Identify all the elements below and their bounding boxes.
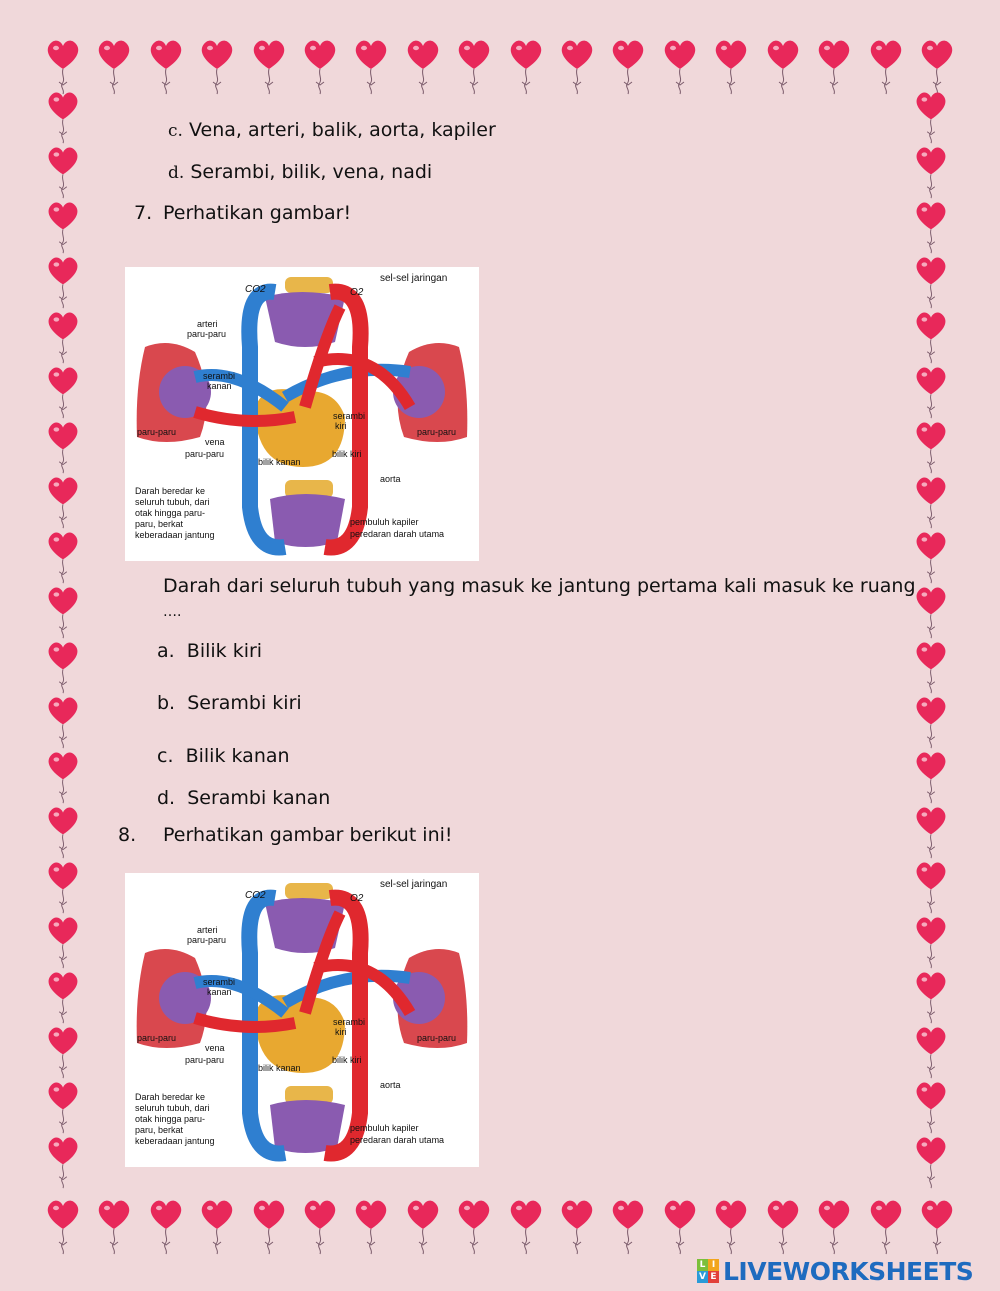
q7-option-b[interactable] xyxy=(157,692,302,714)
heart-balloon-icon xyxy=(95,1198,133,1256)
heart-balloon-icon xyxy=(44,970,82,1025)
caption-line-1: Darah beredar ke xyxy=(135,486,206,496)
heart-balloon-icon xyxy=(44,310,82,365)
label-pembuluh-2: peredaran darah utama xyxy=(350,1135,445,1145)
heart-balloon-icon xyxy=(558,1198,596,1256)
heart-balloon-icon xyxy=(912,475,950,530)
caption-line-3: otak hingga paru- xyxy=(135,1114,206,1124)
heart-balloon-icon xyxy=(301,38,339,96)
q8-prompt: Perhatikan gambar berikut ini! xyxy=(163,824,453,846)
heart-balloon-icon xyxy=(250,38,288,96)
heart-balloon-icon xyxy=(147,38,185,96)
heart-border-top xyxy=(44,38,956,98)
caption-line-2: seluruh tubuh, dari xyxy=(135,497,210,507)
heart-balloon-icon xyxy=(912,915,950,970)
heart-balloon-icon xyxy=(44,585,82,640)
label-bilik-kiri: bilik kiri xyxy=(332,1055,362,1065)
label-o2: O2 xyxy=(350,287,364,298)
option-text: Serambi kanan xyxy=(187,787,331,809)
option-text: Bilik kanan xyxy=(185,745,290,767)
option-text: Bilik kiri xyxy=(186,640,263,662)
heart-balloon-icon xyxy=(712,1198,750,1256)
label-paru-paru-right: paru-paru xyxy=(417,1033,457,1043)
label-paru-paru-left: paru-paru xyxy=(137,1033,177,1043)
label-pembuluh-1: pembuluh kapiler xyxy=(350,1123,419,1133)
label-paru-paru: paru-paru xyxy=(187,329,227,339)
circulation-diagram-q8 xyxy=(125,873,479,1167)
heart-balloon-icon xyxy=(912,1025,950,1080)
label-sel-sel-jaringan: sel-sel jaringan xyxy=(380,273,448,284)
heart-balloon-icon xyxy=(912,1135,950,1190)
heart-balloon-icon xyxy=(912,970,950,1025)
heart-balloon-icon xyxy=(147,1198,185,1256)
label-kiri: kiri xyxy=(335,1027,347,1037)
heart-balloon-icon xyxy=(764,1198,802,1256)
heart-balloon-icon xyxy=(44,200,82,255)
heart-balloon-icon xyxy=(44,805,82,860)
label-paru-paru-left: paru-paru xyxy=(137,427,177,437)
heart-balloon-icon xyxy=(609,38,647,96)
heart-balloon-icon xyxy=(912,255,950,310)
caption-line-5: keberadaan jantung xyxy=(135,530,215,540)
option-text: Serambi kiri xyxy=(187,692,302,714)
heart-balloon-icon xyxy=(455,38,493,96)
heart-balloon-icon xyxy=(912,145,950,200)
option-label: d. xyxy=(168,163,185,183)
label-paru-paru: paru-paru xyxy=(187,935,227,945)
heart-balloon-icon xyxy=(661,38,699,96)
heart-balloon-icon xyxy=(507,38,545,96)
q7-prompt: Perhatikan gambar! xyxy=(163,202,352,224)
label-o2: O2 xyxy=(350,893,364,904)
option-label: a. xyxy=(157,640,175,662)
label-serambi: serambi xyxy=(203,977,236,987)
heart-balloon-icon xyxy=(44,1025,82,1080)
heart-balloon-icon xyxy=(44,530,82,585)
heart-balloon-icon xyxy=(918,1198,956,1256)
heart-balloon-icon xyxy=(918,38,956,96)
label-paru-paru-vena: paru-paru xyxy=(185,1055,225,1065)
q7-option-d[interactable] xyxy=(157,787,330,809)
heart-balloon-icon xyxy=(609,1198,647,1256)
label-bilik-kiri: bilik kiri xyxy=(332,449,362,459)
heart-balloon-icon xyxy=(558,38,596,96)
heart-balloon-icon xyxy=(912,365,950,420)
q6-option-c[interactable] xyxy=(168,119,496,141)
option-label: d. xyxy=(157,787,176,809)
circulation-diagram-svg xyxy=(125,873,479,1167)
heart-balloon-icon xyxy=(44,1135,82,1190)
heart-balloon-icon xyxy=(912,310,950,365)
heart-border-right xyxy=(912,90,952,1190)
heart-balloon-icon xyxy=(95,38,133,96)
heart-balloon-icon xyxy=(815,1198,853,1256)
heart-balloon-icon xyxy=(912,90,950,145)
heart-balloon-icon xyxy=(44,145,82,200)
heart-balloon-icon xyxy=(912,585,950,640)
q6-option-d[interactable] xyxy=(168,161,432,183)
heart-balloon-icon xyxy=(912,1080,950,1135)
q7-question: Darah dari seluruh tubuh yang masuk ke jantung pertama kali masuk ke ruang xyxy=(163,575,916,597)
heart-border-bottom xyxy=(44,1198,956,1258)
label-serambi-kiri: serambi xyxy=(333,411,366,421)
heart-balloon-icon xyxy=(912,805,950,860)
logo-letter: I xyxy=(708,1259,719,1271)
heart-balloon-icon xyxy=(198,1198,236,1256)
q7-option-a[interactable] xyxy=(157,640,262,662)
option-label: c. xyxy=(157,745,174,767)
heart-balloon-icon xyxy=(250,1198,288,1256)
caption-line-1: Darah beredar ke xyxy=(135,1092,206,1102)
label-pembuluh-1: pembuluh kapiler xyxy=(350,517,419,527)
heart-balloon-icon xyxy=(44,1080,82,1135)
heart-balloon-icon xyxy=(44,90,82,145)
caption-line-4: paru, berkat xyxy=(135,519,184,529)
label-sel-sel-jaringan: sel-sel jaringan xyxy=(380,879,448,890)
option-label: b. xyxy=(157,692,176,714)
heart-balloon-icon xyxy=(815,38,853,96)
q7-number: 7. xyxy=(134,202,153,224)
heart-balloon-icon xyxy=(44,695,82,750)
heart-balloon-icon xyxy=(44,38,82,96)
circulation-diagram-svg xyxy=(125,267,479,561)
heart-balloon-icon xyxy=(301,1198,339,1256)
label-aorta: aorta xyxy=(380,1080,401,1090)
liveworksheets-logo[interactable] xyxy=(697,1256,973,1286)
heart-balloon-icon xyxy=(352,1198,390,1256)
label-aorta: aorta xyxy=(380,474,401,484)
heart-balloon-icon xyxy=(44,255,82,310)
label-co2: CO2 xyxy=(245,890,266,901)
heart-balloon-icon xyxy=(44,860,82,915)
circulation-diagram-q7 xyxy=(125,267,479,561)
heart-balloon-icon xyxy=(912,695,950,750)
option-label: c. xyxy=(168,121,183,141)
heart-balloon-icon xyxy=(44,915,82,970)
label-arteri: arteri xyxy=(197,319,218,329)
heart-balloon-icon xyxy=(912,860,950,915)
label-co2: CO2 xyxy=(245,284,266,295)
heart-balloon-icon xyxy=(404,38,442,96)
heart-balloon-icon xyxy=(198,38,236,96)
heart-balloon-icon xyxy=(661,1198,699,1256)
heart-balloon-icon xyxy=(507,1198,545,1256)
label-vena: vena xyxy=(205,1043,225,1053)
heart-balloon-icon xyxy=(912,530,950,585)
heart-balloon-icon xyxy=(764,38,802,96)
label-kanan: kanan xyxy=(207,381,232,391)
caption-line-3: otak hingga paru- xyxy=(135,508,206,518)
heart-balloon-icon xyxy=(867,1198,905,1256)
option-text: Serambi, bilik, vena, nadi xyxy=(190,161,433,183)
heart-balloon-icon xyxy=(912,750,950,805)
heart-balloon-icon xyxy=(455,1198,493,1256)
label-serambi-kiri: serambi xyxy=(333,1017,366,1027)
logo-icon xyxy=(697,1259,719,1283)
heart-balloon-icon xyxy=(867,38,905,96)
heart-balloon-icon xyxy=(44,750,82,805)
label-serambi: serambi xyxy=(203,371,236,381)
caption-line-5: keberadaan jantung xyxy=(135,1136,215,1146)
label-vena: vena xyxy=(205,437,225,447)
heart-balloon-icon xyxy=(912,200,950,255)
caption-line-2: seluruh tubuh, dari xyxy=(135,1103,210,1113)
heart-balloon-icon xyxy=(44,1198,82,1256)
logo-text: LIVEWORKSHEETS xyxy=(723,1256,974,1286)
heart-balloon-icon xyxy=(352,38,390,96)
heart-balloon-icon xyxy=(912,420,950,475)
q7-option-c[interactable] xyxy=(157,745,290,767)
heart-balloon-icon xyxy=(44,640,82,695)
heart-balloon-icon xyxy=(44,475,82,530)
heart-balloon-icon xyxy=(712,38,750,96)
option-text: Vena, arteri, balik, aorta, kapiler xyxy=(188,119,496,141)
logo-letter: E xyxy=(708,1271,719,1283)
heart-border-left xyxy=(44,90,84,1190)
label-arteri: arteri xyxy=(197,925,218,935)
label-bilik-kanan: bilik kanan xyxy=(258,457,301,467)
heart-balloon-icon xyxy=(44,420,82,475)
q7-question-end: …. xyxy=(163,604,182,620)
label-bilik-kanan: bilik kanan xyxy=(258,1063,301,1073)
logo-letter: V xyxy=(697,1271,708,1283)
heart-balloon-icon xyxy=(44,365,82,420)
caption-line-4: paru, berkat xyxy=(135,1125,184,1135)
label-paru-paru-right: paru-paru xyxy=(417,427,457,437)
label-kiri: kiri xyxy=(335,421,347,431)
logo-letter: L xyxy=(697,1259,708,1271)
label-paru-paru-vena: paru-paru xyxy=(185,449,225,459)
q8-number: 8. xyxy=(118,824,137,846)
label-pembuluh-2: peredaran darah utama xyxy=(350,529,445,539)
heart-balloon-icon xyxy=(912,640,950,695)
label-kanan: kanan xyxy=(207,987,232,997)
heart-balloon-icon xyxy=(404,1198,442,1256)
